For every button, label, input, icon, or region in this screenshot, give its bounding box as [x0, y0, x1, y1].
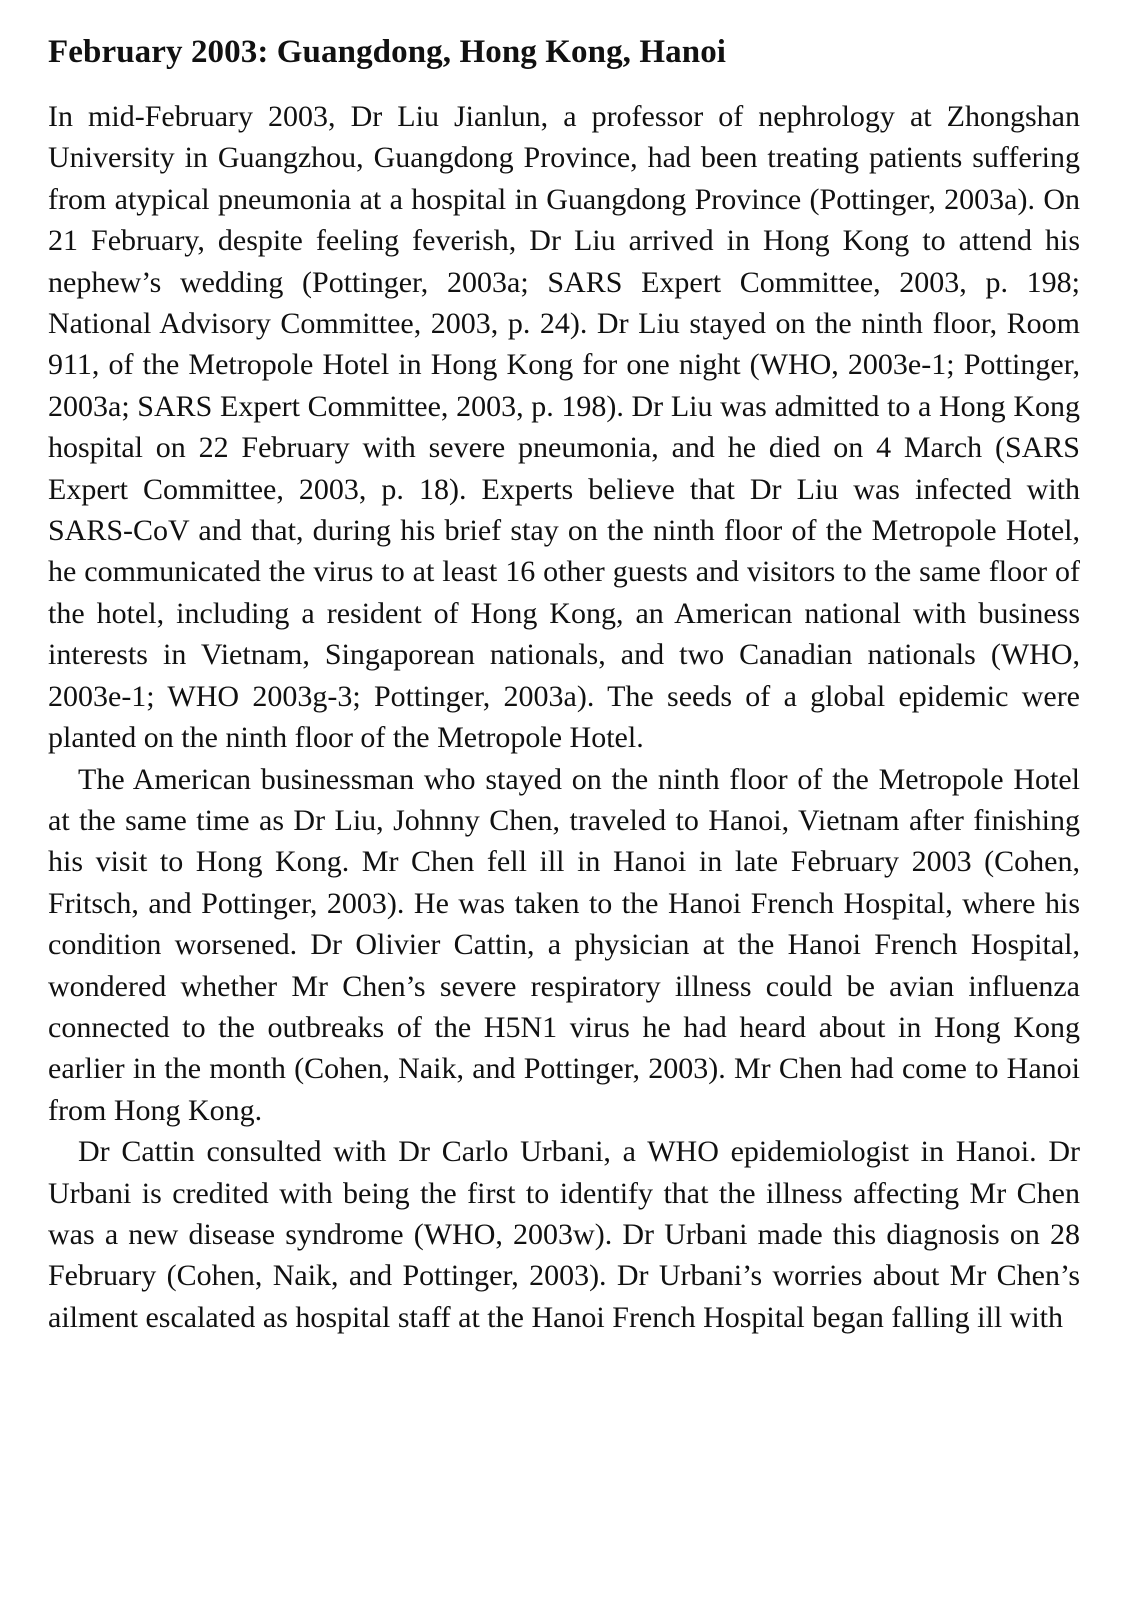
document-page — [48, 30, 1080, 1338]
paragraph-liu-jianlun: In mid-February 2003, Dr Liu Jianlun, a professor of nephrology at Zhongshan University in Guangzhou, Guangdong Province, had been treating patients suffering from atypical pneumonia at a hospital in Guangdong Province (Pottinger, 2003a). On 21 February, despite feeling feverish, Dr Liu arrived in Hong Kong to attend his nephew’s wedding (Pottinger, 2003a; SARS Expert Committee, 2003, p. 198; National Advisory Committee, 2003, p. 24). Dr Liu stayed on the ninth floor, Room 911, of the Metropole Hotel in Hong Kong for one night (WHO, 2003e-1; Pottinger, 2003a; SARS Expert Committee, 2003, p. 198). Dr Liu was admitted to a Hong Kong hospital on 22 February with severe pneumonia, and he died on 4 March (SARS Expert Committee, 2003, p. 18). Experts believe that Dr Liu was infected with SARS-CoV and that, during his brief stay on the ninth floor of the Metropole Hotel, he communicated the virus to at least 16 other guests and visitors to the same floor of the hotel, including a resident of Hong Kong, an American national with business interests in Vietnam, Singaporean nationals, and two Canadian nationals (WHO, 2003e-1; WHO 2003g-3; Pottinger, 2003a). The seeds of a global epidemic were planted on the ninth floor of the Metropole Hotel. — [48, 100, 1080, 755]
paragraph-carlo-urbani: Dr Cattin consulted with Dr Carlo Urbani, a WHO epidemiologist in Hanoi. Dr Urbani is credited with being the first to identify that the illness affecting Mr Chen was a new disease syndrome (WHO, 2003w). Dr Urbani made this diagnosis on 28 February (Cohen, Naik, and Pottinger, 2003). Dr Urbani’s worries about Mr Chen’s ailment escalated as hospital staff at the Hanoi French Hospital began falling ill with — [48, 1135, 1080, 1334]
paragraph-johnny-chen: The American businessman who stayed on the ninth floor of the Metropole Hotel at the same time as Dr Liu, Johnny Chen, traveled to Hanoi, Vietnam after finishing his visit to Hong Kong. Mr Chen fell ill in Hanoi in late February 2003 (Cohen, Fritsch, and Pottinger, 2003). He was taken to the Hanoi French Hospital, where his condition worsened. Dr Olivier Cattin, a physician at the Hanoi French Hospital, wondered whether Mr Chen’s severe respiratory illness could be avian influenza connected to the outbreaks of the H5N1 virus he had heard about in Hong Kong earlier in the month (Cohen, Naik, and Pottinger, 2003). Mr Chen had come to Hanoi from Hong Kong. — [48, 762, 1080, 1127]
section-heading: February 2003: Guangdong, Hong Kong, Hanoi — [48, 34, 727, 70]
